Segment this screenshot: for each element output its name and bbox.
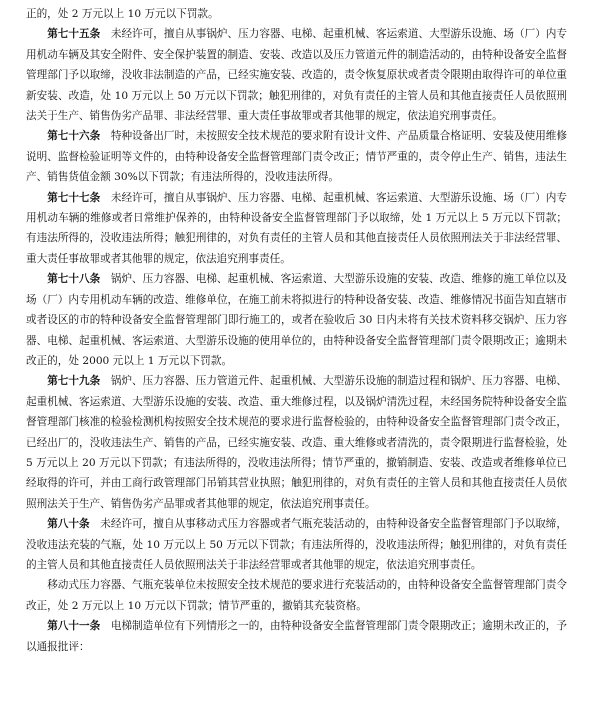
article-text: 电梯制造单位有下列情形之一的，由特种设备安全监督管理部门责令限期改正；逾期未改正的，予以通报批评： (26, 620, 567, 653)
article-label: 第七十七条 (47, 191, 101, 204)
article-text: 未经许可，擅自从事移动式压力容器或者气瓶充装活动的，由特种设备安全监督管理部门予以取缔，没收违法充装的气瓶，处 10 万元以上 50 万元以下罚款；有违法所得的，没收违法所得；触犯刑律的，对负有责任的主管人员和其他直接责任人员依照刑法关于非法经营罪或者其他罪的规定，依法追究刑事责任。 (26, 518, 567, 571)
article-75 (26, 24, 567, 126)
article-80-paragraph-2 (26, 575, 567, 616)
article-79 (26, 371, 567, 514)
paragraph-fragment (26, 4, 567, 24)
article-text: 特种设备出厂时，未按照安全技术规范的要求附有设计文件、产品质量合格证明、安装及使用维修说明、监督检验证明等文件的，由特种设备安全监督管理部门责令改正；情节严重的，责令停止生产、销售，违法生产、销售货值金额 30%以下罚款；有违法所得的，没收违法所得。 (26, 130, 567, 184)
article-text: 未经许可，擅自从事锅炉、压力容器、电梯、起重机械、客运索道、大型游乐设施、场（厂）内专用机动车辆及其安全附件、安全保护装置的制造、安装、改造以及压力管道元件的制造活动的，由特种设备安全监督管理部门予以取缔，没收非法制造的产品，已经实施安装、改造的，责令恢复原状或者责令限期由取得许可的单位重新安装、改造，处 10 万元以上 50 万元以下罚款；触犯刑律的，对负有责任的主管人员和其他直接责任人员依照刑法关于生产、销售伪劣产品罪、非法经营罪、重大责任事故罪或者其他罪的规定，依法追究刑事责任。 (26, 28, 567, 123)
article-78 (26, 269, 567, 371)
article-label: 第七十九条 (47, 375, 101, 388)
article-text: 锅炉、压力容器、压力管道元件、起重机械、大型游乐设施的制造过程和锅炉、压力容器、电梯、起重机械、客运索道、大型游乐设施的安装、改造、重大维修过程，以及锅炉清洗过程，未经国务院特种设备安全监督管理部门核准的检验检测机构按照安全技术规范的要求进行监督检验的，由特种设备安全监督管理部门责令改正，已经出厂的，没收违法生产、销售的产品，已经实施安装、改造、重大维修或者清洗的，责令限期进行监督检验，处 5 万元以上 20 万元以下罚款；有违法所得的，没收违法所得；情节严重的，撤销制造、安装、改造或者维修单位已经取得的许可，并由工商行政管理部门吊销其营业执照；触犯刑律的，对负有责任的主管人员和其他直接责任人员依照刑法关于生产、销售伪劣产品罪或者其他罪的规定，依法追究刑事责任。 (26, 375, 567, 510)
paragraph-text: 移动式压力容器、气瓶充装单位未按照安全技术规范的要求进行充装活动的，由特种设备安全监督管理部门责令改正，处 2 万元以上 10 万元以下罚款；情节严重的，撤销其充装资格。 (26, 579, 567, 612)
article-label: 第八十条 (47, 518, 90, 531)
article-text: 未经许可，擅自从事锅炉、压力容器、电梯、起重机械、客运索道、大型游乐设施、场（厂）内专用机动车辆的维修或者日常维护保养的，由特种设备安全监督管理部门予以取缔，处 1 万元以上 5 万元以下罚款；有违法所得的，没收违法所得；触犯刑律的，对负有责任的主管人员和其他直接责任人员依照刑法关于非法经营罪、重大责任事故罪或者其他罪的规定，依法追究刑事责任。 (26, 191, 567, 265)
article-80 (26, 514, 567, 575)
article-label: 第七十六条 (47, 130, 101, 143)
article-label: 第七十八条 (47, 273, 101, 286)
article-label: 第八十一条 (47, 620, 101, 633)
article-76 (26, 126, 567, 187)
article-label: 第七十五条 (47, 28, 101, 41)
article-text: 锅炉、压力容器、电梯、起重机械、客运索道、大型游乐设施的安装、改造、维修的施工单位以及场（厂）内专用机动车辆的改造、维修单位，在施工前未将拟进行的特种设备安装、改造、维修情况书面告知直辖市或者设区的市的特种设备安全监督管理部门即行施工的，或者在验收后 30 日内未将有关技术资料移交锅炉、压力容器、电梯、起重机械、客运索道、大型游乐设施的使用单位的，由特种设备安全监督管理部门责令限期改正；逾期未改正的，处 2000 元以上 1 万元以下罚款。 (26, 273, 567, 367)
article-77 (26, 188, 567, 270)
article-81 (26, 616, 567, 657)
paragraph-text: 正的，处 2 万元以上 10 万元以下罚款。 (26, 8, 219, 20)
